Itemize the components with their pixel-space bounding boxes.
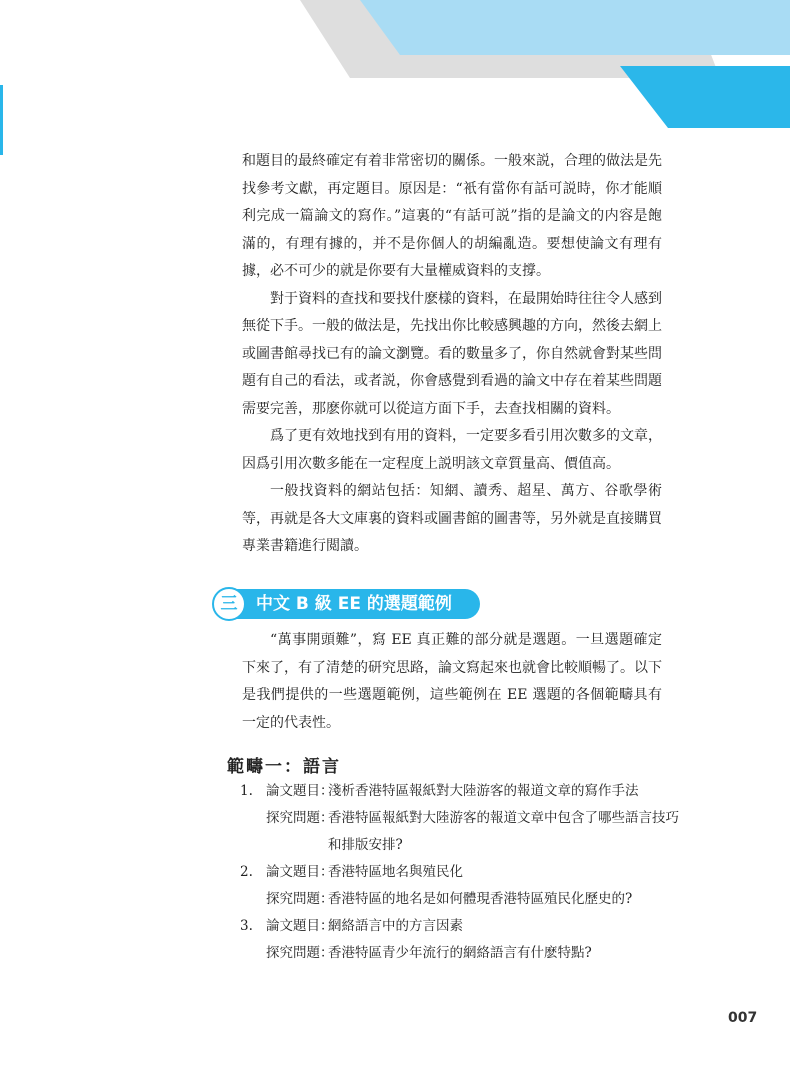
page-number: 007 — [728, 1010, 758, 1026]
blue-stripe — [620, 66, 790, 128]
paragraph-3: 爲了更有效地找到有用的資料，一定要多看引用次數多的文章，因爲引用次數多能在一定程度上説明該文章質量高、價值高。 — [242, 428, 662, 472]
question-text: 香港特區的地名是如何體現香港特區殖民化歷史的? — [328, 891, 633, 907]
section-number-badge: 三 — [212, 587, 246, 621]
paragraph-4: 一般找資料的網站包括：知網、讀秀、超星、萬方、谷歌學術等，再就是各大文庫裏的資料或圖書館的圖書等，另外就是直接購買專業書籍進行閲讀。 — [242, 483, 662, 554]
header-decoration — [0, 0, 790, 160]
topic-label: 論文題目： — [266, 864, 334, 880]
question-text: 香港特區報紙對大陸游客的報道文章中包含了哪些語言技巧和排版安排? — [328, 810, 679, 853]
question-text: 香港特區青少年流行的網絡語言有什麽特點? — [328, 945, 592, 961]
body-text — [242, 148, 662, 561]
topic-text: 淺析香港特區報紙對大陸游客的報道文章的寫作手法 — [328, 783, 639, 799]
question-label: 探究問題： — [266, 810, 334, 826]
paragraph-2: 對于資料的查找和要找什麽樣的資料，在最開始時往往令人感到無從下手。一般的做法是，先找出你比較感興趣的方向，然後去網上或圖書館尋找已有的論文瀏覽。看的數量多了，你自然就會對某些問題有自己的看法，或者説，你會感覺到看過的論文中存在着某些問題需要完善，那麽你就可以從這方面下手，去查找相關的資料。 — [242, 290, 662, 417]
topic-label: 論文題目： — [266, 918, 334, 934]
topic-list — [240, 778, 680, 967]
section-title: 中文 B 級 EE 的選題範例 — [256, 594, 452, 614]
light-blue-stripe — [360, 0, 790, 55]
intro-paragraph: “萬事開頭難”，寫 EE 真正難的部分就是選題。一旦選題確定下來了，有了清楚的研究思路，論文寫起來也就會比較順暢了。以下是我們提供的一些選題範例，這些範例在 EE 選題的各個範疇具有一定的代表性。 — [242, 632, 662, 731]
section-intro — [242, 627, 662, 737]
list-item — [240, 913, 680, 967]
question-label: 探究問題： — [266, 891, 334, 907]
list-item — [240, 778, 680, 859]
item-number: 3. — [240, 918, 253, 934]
topic-text: 香港特區地名與殖民化 — [328, 864, 463, 880]
paragraph-1: 和題目的最終確定有着非常密切的關係。一般來説，合理的做法是先找參考文獻，再定題目。原因是：“衹有當你有話可説時，你才能順利完成一篇論文的寫作。”這裏的“有話可説”指的是論文的内容是飽滿的，有理有據的，并不是你個人的胡編亂造。要想使論文有理有據，必不可少的就是你要有大量權威資料的支撐。 — [242, 153, 662, 279]
left-edge-bar — [0, 85, 3, 155]
item-number: 1. — [240, 783, 253, 799]
category-title: 範疇一：語言 — [227, 757, 341, 777]
item-number: 2. — [240, 864, 253, 880]
list-item — [240, 859, 680, 913]
topic-label: 論文題目： — [266, 783, 334, 799]
question-label: 探究問題： — [266, 945, 334, 961]
topic-text: 網絡語言中的方言因素 — [328, 918, 463, 934]
